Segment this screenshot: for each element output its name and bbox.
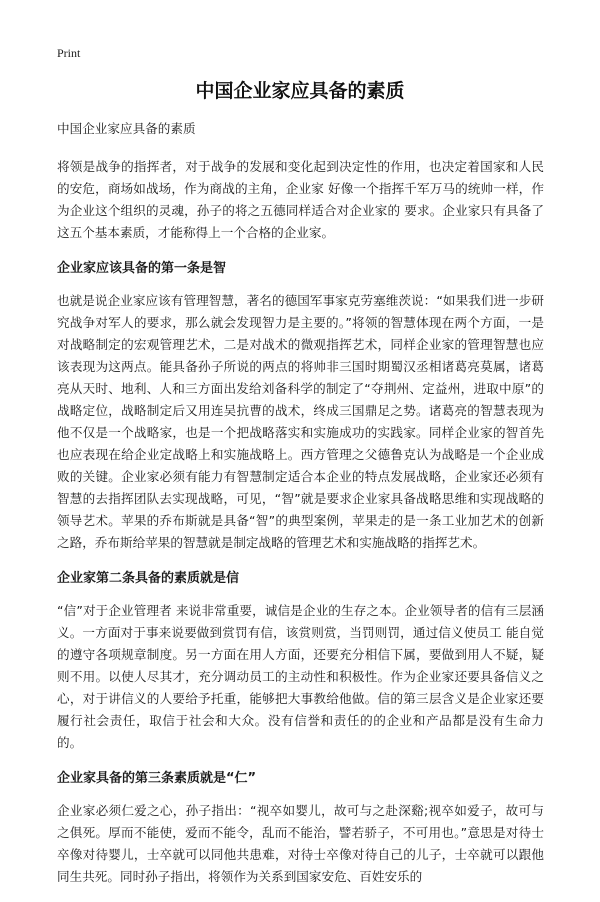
section-body-wisdom: 也就是说企业家应该有管理智慧，著名的德国军事家克劳塞维茨说：“如果我们进一步研究战争对军人的要求，那么就会发现智力是主要的。”将领的智慧体现在两个方面，一是对战略制定的宏观管理艺术，二是对战术的微观指挥艺术，同样企业家的管理智慧也应该表现为这两点。能具备孙子所说的两点的将帅非三国时期蜀汉丞相诸葛亮莫属，诸葛亮从天时、地利、人和三方面出发给刘备科学的制定了“夺荆州、定益州，进取中原”的战略定位，战略制定后又用连吴抗曹的战术，终成三国鼎足之势。诸葛亮的智慧表现为他不仅是一个战略家，也是一个把战略落实和实施成功的实践家。同样企业家的智首先也应表现在给企业定战略上和实施战略上。西方管理之父德鲁克认为战略是一个企业成败的关键。企业家必须有能力有智慧制定适合本企业的特点发展战略，企业家还必须有智慧的去指挥团队去实现战略，可见，“智”就是要求企业家具备战略思维和实现战略的领导艺术。苹果的乔布斯就是具备“智”的典型案例，苹果走的是一条工业加艺术的创新之路，乔布斯给苹果的智慧就是制定战略的管理艺术和实施战略的指挥艺术。 <box>57 293 544 550</box>
print-link[interactable]: Print <box>57 46 81 60</box>
section-heading-wisdom: 企业家应该具备的第一条是智 <box>57 261 227 276</box>
section-body-benevolence: 企业家必须仁爱之心，孙子指出：“视卒如婴儿，故可与之赴深谿;视卒如爱子，故可与之俱死。厚而不能使，爱而不能令，乱而不能治，譬若骄子，不可用也。”意思是对待士卒像对待婴儿，士卒就可以同他共患难，对待士卒像对待自己的儿子，士卒就可以跟他同生共死。同时孙子指出，将领作为关系到国家安危、百姓安乐的 <box>57 803 544 884</box>
page-title: 中国企业家应具备的素质 <box>195 80 405 102</box>
section-heading-trust: 企业家第二条具备的素质就是信 <box>57 571 240 586</box>
section-body-trust: “信”对于企业管理者 来说非常重要，诚信是企业的生存之本。企业领导者的信有三层涵义。一方面对于事来说要做到赏罚有信，该赏则赏，当罚则罚，通过信义使员工 能自觉的遵守各项规章制度。另一方面在用人方面，还要充分相信下属，要做到用人不疑，疑则不用。以使人尽其才，充分调动员工的主动性和积极性。作为企业家还要具备信义之心，对于讲信义的人要给予托重，能够把大事教给他做。信的第三层含义是企业家还要履行社会责任，取信于社会和大众。没有信誉和责任的的企业和产品都是没有生命力的。 <box>57 603 544 750</box>
article-subtitle: 中国企业家应具备的素质 <box>57 121 196 136</box>
article-body <box>57 118 544 902</box>
section-heading-benevolence: 企业家具备的第三条素质就是“仁” <box>57 771 257 786</box>
intro-paragraph: 将领是战争的指挥者，对于战争的发展和变化起到决定性的作用，也决定着国家和人民的安危，商场如战场，作为商战的主角，企业家 好像一个指挥千军万马的统帅一样，作为企业这个组织的灵魂，孙子的将之五德同样适合对企业家的 要求。企业家只有具备了这五个基本素质，才能称得上一个合格的企业家。 <box>57 159 544 240</box>
